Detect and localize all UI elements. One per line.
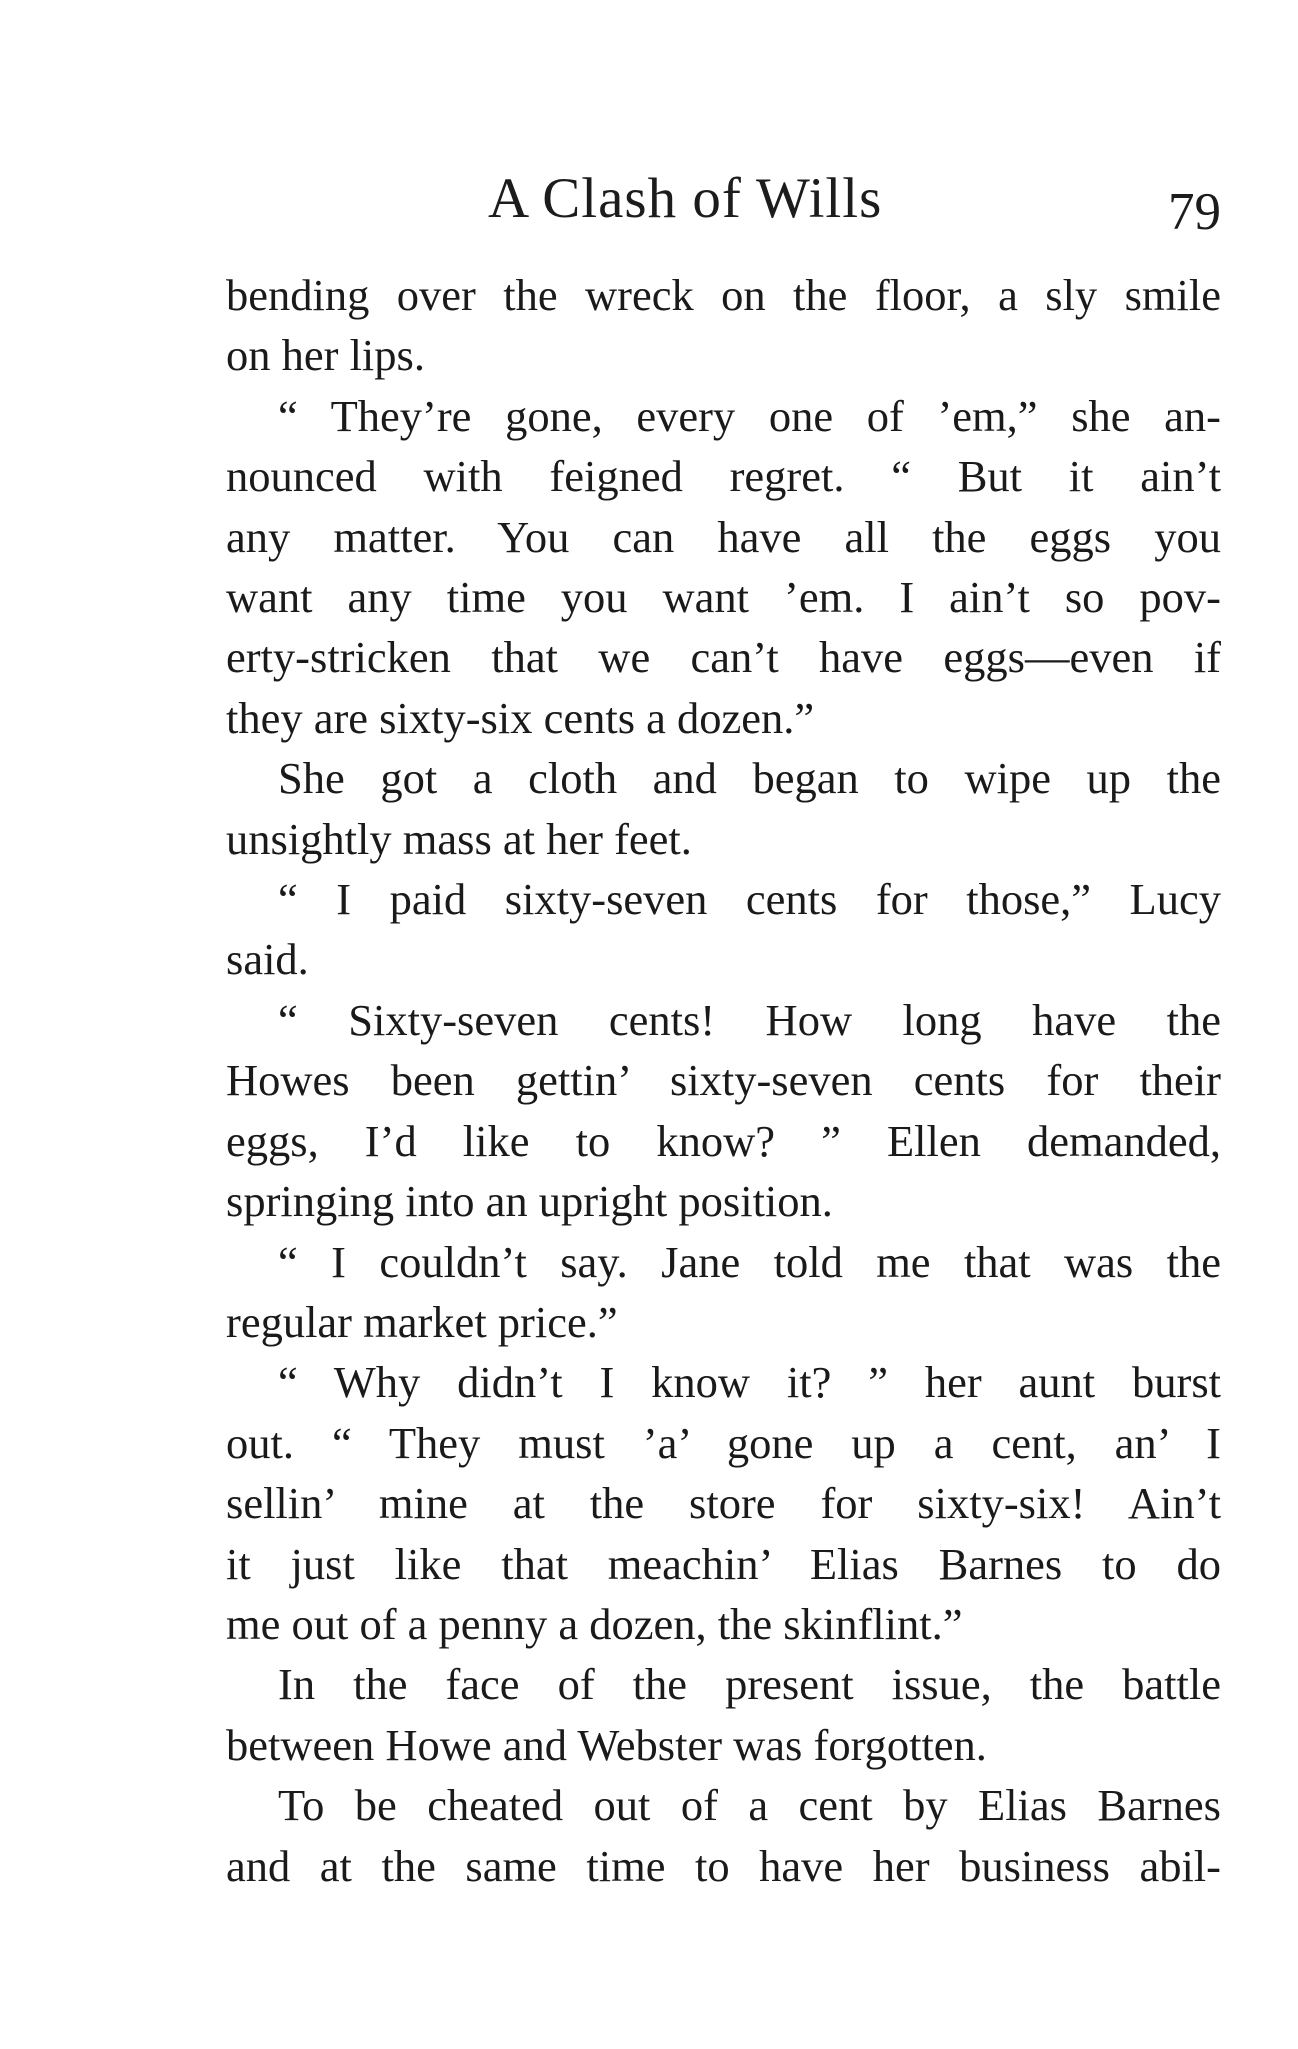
text-line: on her lips.: [226, 330, 425, 381]
text-line: any matter. You can have all the eggs you: [226, 511, 1221, 562]
text-line: and at the same time to have her business abil-: [226, 1840, 1221, 1891]
text-line: bending over the wreck on the floor, a sly smile: [226, 270, 1221, 320]
text-line: unsightly mass at her feet.: [226, 813, 692, 864]
text-line: eggs, I’d like to know? ” Ellen demanded,: [226, 1115, 1221, 1166]
text-line: they are sixty-six cents a dozen.”: [226, 692, 815, 743]
text-line: She got a cloth and began to wipe up the: [278, 753, 1221, 804]
text-line: springing into an upright position.: [226, 1176, 833, 1227]
text-line: said.: [226, 934, 309, 985]
text-line: “ I couldn’t say. Jane told me that was the: [278, 1236, 1221, 1287]
body-text: [226, 265, 1221, 1896]
text-line: Howes been gettin’ sixty-seven cents for their: [226, 1055, 1221, 1106]
text-line: it just like that meachin’ Elias Barnes to do: [226, 1538, 1221, 1589]
text-line: sellin’ mine at the store for sixty-six! Ain’t: [226, 1478, 1221, 1529]
text-line: want any time you want ’em. I ain’t so pov-: [226, 572, 1221, 623]
text-line: “ Sixty-seven cents! How long have the: [278, 994, 1221, 1045]
text-line: “ I paid sixty-seven cents for those,” Lucy: [278, 874, 1221, 925]
text-line: nounced with feigned regret. “ But it ain’t: [226, 451, 1221, 502]
text-line: “ Why didn’t I know it? ” her aunt burst: [278, 1357, 1221, 1408]
text-line: me out of a penny a dozen, the skinflint.”: [226, 1598, 963, 1649]
text-line: out. “ They must ’a’ gone up a cent, an’ I: [226, 1417, 1221, 1468]
text-line: erty-stricken that we can’t have eggs—even if: [226, 632, 1221, 683]
text-line: In the face of the present issue, the battle: [278, 1659, 1221, 1710]
running-head-title: A Clash of Wills: [488, 167, 883, 230]
page-number: 79: [1168, 183, 1221, 241]
text-line: regular market price.”: [226, 1296, 618, 1347]
text-line: between Howe and Webster was forgotten.: [226, 1719, 987, 1770]
text-line: “ They’re gone, every one of ’em,” she an-: [278, 390, 1221, 441]
text-line: To be cheated out of a cent by Elias Barnes: [278, 1780, 1221, 1831]
